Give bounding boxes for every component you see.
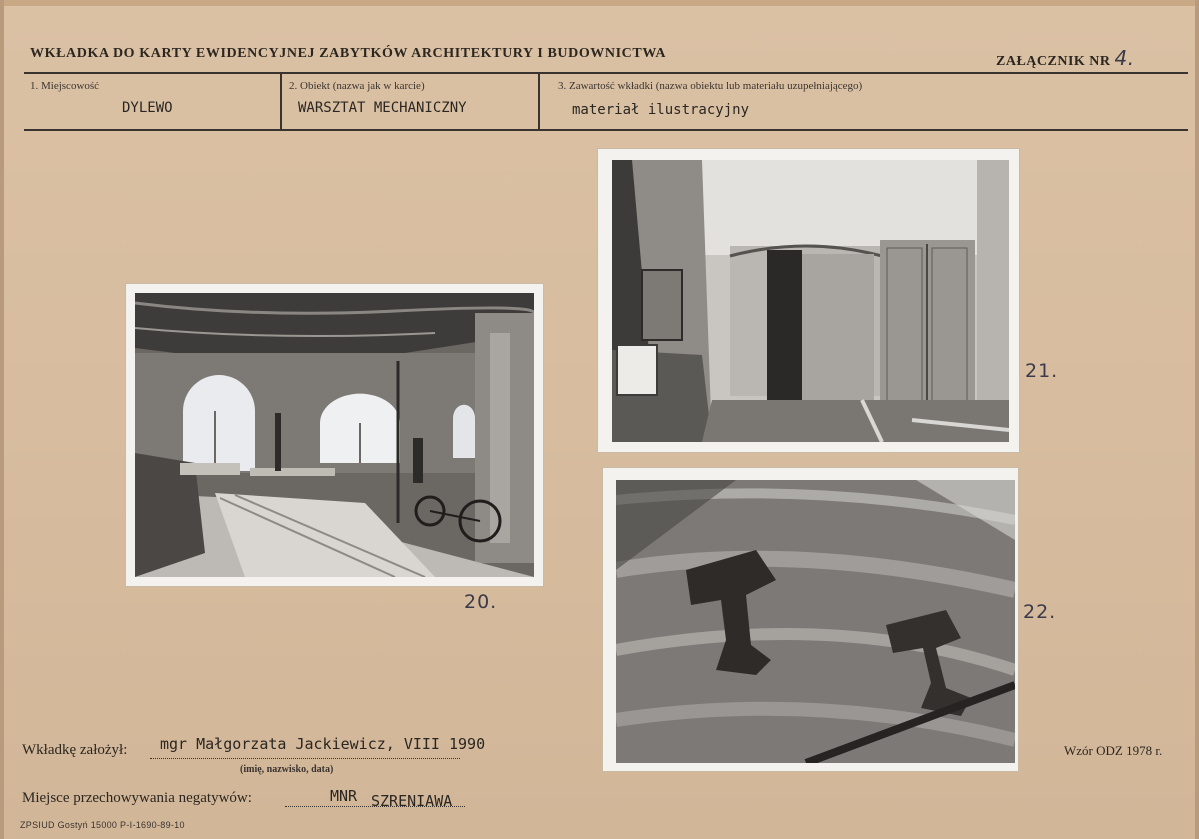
interior-cabinet-image <box>612 160 1009 442</box>
attachment-label: ZAŁĄCZNIK NR <box>996 54 1111 69</box>
photo-workshop-interior <box>126 284 543 586</box>
photo-number-21: 21. <box>1025 360 1059 382</box>
founder-dotline <box>150 758 460 759</box>
object-label: 2. Obiekt (nazwa jak w karcie) <box>289 80 425 92</box>
object-value: WARSZTAT MECHANICZNY <box>298 100 467 116</box>
founder-value: mgr Małgorzata Jackiewicz, VIII 1990 <box>160 735 486 753</box>
content-value: materiał ilustracyjny <box>572 102 750 118</box>
card-right-edge <box>1195 0 1199 839</box>
ceiling-detail-image <box>616 480 1015 763</box>
location-value: DYLEWO <box>122 100 173 116</box>
photo-ceiling-detail <box>603 468 1018 771</box>
field-divider-2 <box>538 74 540 129</box>
card-title: WKŁADKA DO KARTY EWIDENCYJNEJ ZABYTKÓW ARCHITEKTURY I BUDOWNICTWA <box>30 46 667 61</box>
attachment-number-handwritten: 4. <box>1114 46 1135 70</box>
header-rule-bottom <box>24 129 1188 131</box>
storage-value-2: SZRENIAWA <box>371 792 453 810</box>
location-label: 1. Miejscowość <box>30 80 100 92</box>
header-rule-top <box>24 72 1188 74</box>
content-label: 3. Zawartość wkładki (nazwa obiektu lub materiału uzupełniającego) <box>558 80 863 92</box>
photo-interior-cabinet <box>598 149 1019 452</box>
attachment-number <box>996 46 1135 70</box>
photo-number-20: 20. <box>464 591 498 613</box>
workshop-interior-image <box>135 293 534 577</box>
card-top-edge <box>0 0 1199 6</box>
field-divider-1 <box>280 74 282 129</box>
founder-caption: (imię, nazwisko, data) <box>240 764 334 775</box>
photo-number-22: 22. <box>1023 601 1057 623</box>
storage-label: Miejsce przechowywania negatywów: <box>22 790 252 806</box>
storage-value-1: MNR <box>330 787 358 805</box>
founder-label: Wkładkę założył: <box>22 742 128 758</box>
form-pattern-label: Wzór ODZ 1978 r. <box>1064 743 1163 758</box>
print-info: ZPSIUD Gostyń 15000 P-I-1690-89-10 <box>20 820 185 830</box>
card-left-edge <box>0 0 4 839</box>
